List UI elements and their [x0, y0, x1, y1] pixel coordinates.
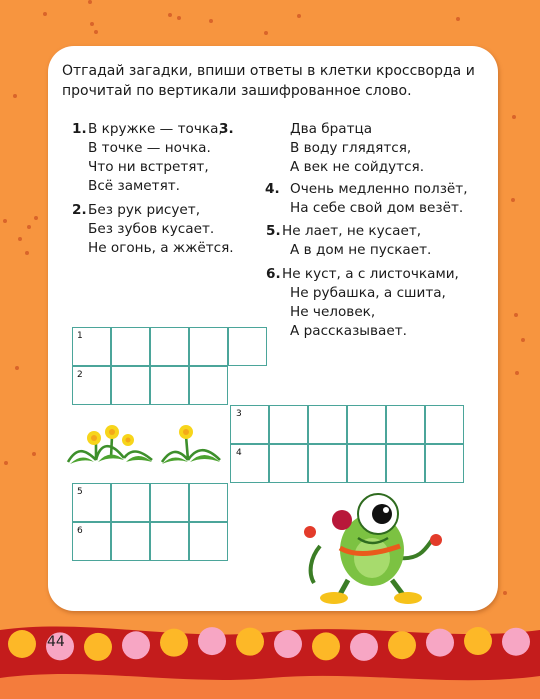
riddle-number: 3. — [219, 121, 234, 137]
background-dot — [94, 30, 98, 34]
riddle-line: Без зубов кусает. — [88, 221, 215, 237]
band-circle — [8, 630, 36, 658]
crossword-cell[interactable] — [425, 444, 464, 483]
crossword-cell[interactable] — [111, 483, 150, 522]
crossword-cell[interactable] — [308, 444, 347, 483]
green-monster-mascot-illustration — [300, 488, 445, 606]
background-dot — [515, 371, 519, 375]
crossword-cell[interactable] — [150, 483, 189, 522]
band-circle — [122, 631, 150, 659]
background-dot — [511, 198, 515, 202]
crossword-cell[interactable] — [111, 522, 150, 561]
dandelion-plant — [68, 425, 152, 464]
crossword-cell[interactable] — [386, 405, 425, 444]
crossword-cell[interactable] — [150, 327, 189, 366]
clue-number-6: 6 — [77, 526, 83, 536]
riddle-2 — [72, 201, 234, 258]
riddle-4 — [265, 180, 468, 218]
background-dot — [168, 13, 172, 17]
background-dot — [297, 14, 301, 18]
background-dot — [514, 313, 518, 317]
riddle-number: 6. — [266, 266, 281, 282]
bottom-decorative-band — [0, 612, 540, 699]
band-circle — [84, 633, 112, 661]
clue-number-2: 2 — [77, 370, 83, 380]
crossword-cell[interactable] — [189, 366, 228, 405]
band-circle — [274, 630, 302, 658]
crossword-cell[interactable] — [150, 366, 189, 405]
background-dot — [88, 0, 92, 4]
clue-number-5: 5 — [77, 487, 83, 497]
instruction-text: Отгадай загадки, впиши ответы в клетки кроссворда и прочитай по вертикали зашифрованное слово. — [62, 63, 475, 99]
background-dot — [503, 591, 507, 595]
background-dot — [209, 19, 213, 23]
crossword-cell[interactable] — [189, 522, 228, 561]
crossword-cell[interactable] — [269, 405, 308, 444]
crossword-cell[interactable] — [189, 327, 228, 366]
background-dot — [13, 94, 17, 98]
riddle-number: 5. — [266, 223, 281, 239]
riddle-line: Очень медленно ползёт, — [290, 181, 468, 197]
riddle-line: А век не сойдутся. — [290, 159, 425, 175]
riddle-line: Что ни встретят, — [88, 159, 209, 175]
background-dot — [90, 22, 94, 26]
riddle-number: 2. — [72, 202, 87, 218]
band-circle — [236, 628, 264, 656]
page-number: 44 — [47, 634, 65, 650]
band-circle — [464, 627, 492, 655]
band-circle — [198, 627, 226, 655]
riddle-line: В кружке — точка, — [88, 121, 223, 137]
background-dot — [15, 366, 19, 370]
riddle-number: 1. — [72, 121, 87, 137]
background-dot — [177, 16, 181, 20]
crossword-cell[interactable] — [425, 405, 464, 444]
riddle-line: Не лает, не кусает, — [282, 223, 422, 239]
band-circle — [350, 633, 378, 661]
background-dot — [4, 461, 8, 465]
background-dot — [32, 452, 36, 456]
crossword-cell[interactable] — [111, 366, 150, 405]
riddle-3 — [219, 120, 425, 177]
riddle-line: Всё заметят. — [88, 178, 180, 194]
riddle-line: В точке — ночка. — [88, 140, 211, 156]
crossword-cell[interactable] — [386, 444, 425, 483]
riddle-5 — [266, 222, 432, 260]
crossword-cell[interactable] — [347, 444, 386, 483]
crossword-cell[interactable] — [347, 405, 386, 444]
crossword-cell[interactable] — [150, 522, 189, 561]
background-dot — [3, 219, 7, 223]
band-circle — [160, 629, 188, 657]
riddle-line: На себе свой дом везёт. — [290, 200, 464, 216]
background-dot — [18, 237, 22, 241]
riddle-line: Два братца — [290, 121, 373, 137]
background-dot — [43, 12, 47, 16]
background-dot — [264, 31, 268, 35]
riddle-line: Без рук рисует, — [88, 202, 201, 218]
clue-number-3: 3 — [236, 409, 242, 419]
band-circle — [502, 628, 530, 656]
crossword-cell[interactable] — [308, 405, 347, 444]
band-circle — [426, 629, 454, 657]
riddle-line: Не рубашка, а сшита, — [290, 285, 446, 301]
background-dot — [521, 338, 525, 342]
background-dot — [27, 225, 31, 229]
background-dot — [512, 115, 516, 119]
riddle-line: Не человек, — [290, 304, 376, 320]
crossword-cell[interactable] — [189, 483, 228, 522]
clue-number-4: 4 — [236, 448, 242, 458]
background-dot — [456, 17, 460, 21]
crossword-cell[interactable] — [111, 327, 150, 366]
background-dot — [34, 216, 38, 220]
band-circle — [312, 632, 340, 660]
riddle-line: В воду глядятся, — [290, 140, 412, 156]
riddle-number: 4. — [265, 181, 280, 197]
riddle-line: Не огонь, а жжётся. — [88, 240, 234, 256]
dandelion-plants-illustration — [66, 418, 226, 468]
riddle-line: А рассказывает. — [290, 323, 407, 339]
riddle-line: А в дом не пускает. — [290, 242, 432, 258]
crossword-cell[interactable] — [228, 327, 267, 366]
crossword-cell[interactable] — [269, 444, 308, 483]
background-dot — [25, 251, 29, 255]
riddle-6 — [266, 265, 459, 341]
band-circle — [388, 631, 416, 659]
dandelion-plant — [162, 425, 220, 464]
clue-number-1: 1 — [77, 331, 83, 341]
riddle-line: Не куст, а с листочками, — [282, 266, 459, 282]
riddle-1 — [72, 120, 223, 196]
